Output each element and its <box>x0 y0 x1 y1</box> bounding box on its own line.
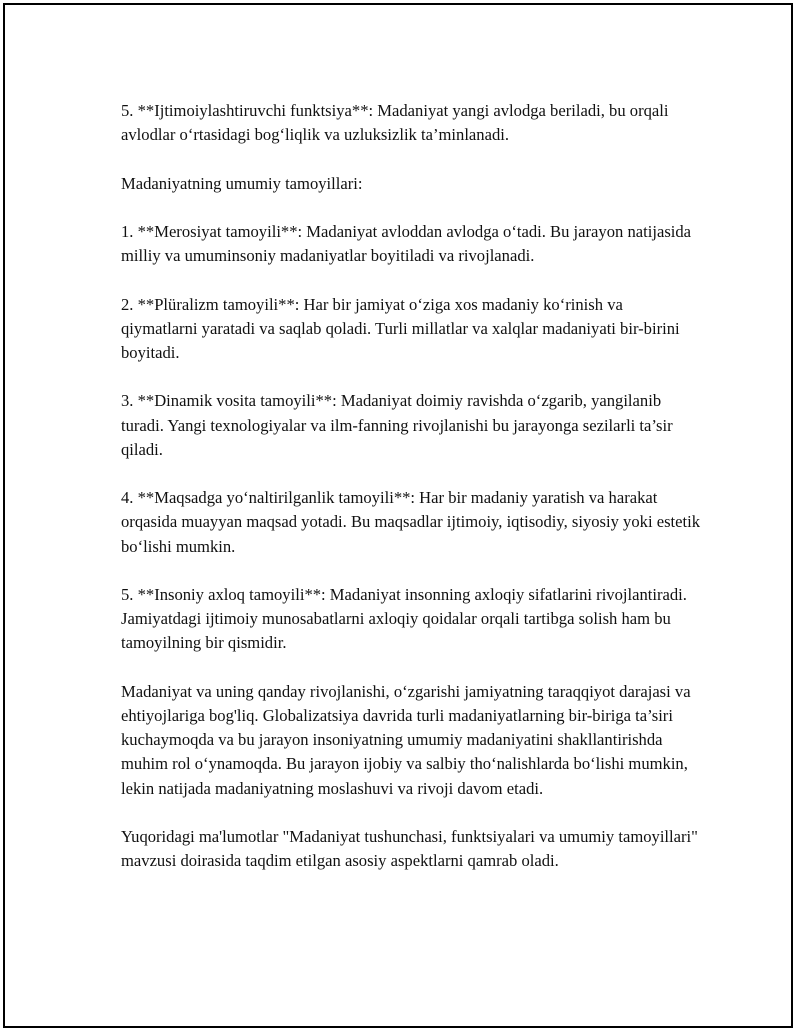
paragraph-purpose-principle: 4. **Maqsadga yo‘naltirilganlik tamoyili**: Har bir madaniy yaratish va harakat orqasida muayyan maqsad yotadi. Bu maqsadlar ijtimoiy, iqtisodiy, siyosiy yoki estetik bo‘lishi mumkin. <box>121 488 701 556</box>
paragraph-dynamic-principle: 3. **Dinamik vosita tamoyili**: Madaniyat doimiy ravishda o‘zgarib, yangilanib turadi. Yangi texnologiyalar va ilm-fanning rivojlanishi bu jarayonga sezilarli ta’sir qiladi. <box>121 391 673 459</box>
paragraph-conclusion: Yuqoridagi ma'lumotlar "Madaniyat tushunchasi, funktsiyalari va umumiy tamoyillari" mavzusi doirasida taqdim etilgan asosiy aspektlarni qamrab oladi. <box>121 826 698 871</box>
paragraph-heritage-principle: 1. **Merosiyat tamoyili**: Madaniyat avloddan avlodga o‘tadi. Bu jarayon natijasida milliy va umuminsoniy madaniyatlar boyitiladi va rivojlanadi. <box>121 221 692 266</box>
document-body <box>121 99 701 898</box>
document-page <box>3 3 793 1028</box>
paragraph-morality-principle: 5. **Insoniy axloq tamoyili**: Madaniyat insonning axloqiy sifatlarini rivojlantiradi. Jamiyatdagi ijtimoiy munosabatlarni axloqiy qoidalar orqali tartibga solish ham bu tamoyilning bir qismidir. <box>121 584 687 653</box>
paragraph-socialization-function: 5. **Ijtimoiylashtiruvchi funktsiya**: Madaniyat yangi avlodga beriladi, bu orqali avlodlar o‘rtasidagi bog‘liqlik va uzluksizlik ta’minlanadi. <box>121 101 669 145</box>
paragraph-principles-heading: Madaniyatning umumiy tamoyillari: <box>121 173 363 193</box>
paragraph-pluralism-principle: 2. **Plüralizm tamoyili**: Har bir jamiyat o‘ziga xos madaniy ko‘rinish va qiymatlarni yaratadi va saqlab qoladi. Turli millatlar va xalqlar madaniyati bir-birini boyitadi. <box>121 294 680 362</box>
paragraph-development: Madaniyat va uning qanday rivojlanishi, o‘zgarishi jamiyatning taraqqiyot darajasi va ehtiyojlariga bog'liq. Globalizatsiya davrida turli madaniyatlarning bir-biriga ta’siri kuchaymoqda va bu jarayon insoniyatning umumiy madaniyatini shakllantirishda muhim rol o‘ynamoqda. Bu jarayon ijobiy va salbiy tho‘nalishlarda bo‘lishi mumkin, lekin natijada madaniyatning moslashuvi va rivoji davom etadi. <box>121 681 691 798</box>
